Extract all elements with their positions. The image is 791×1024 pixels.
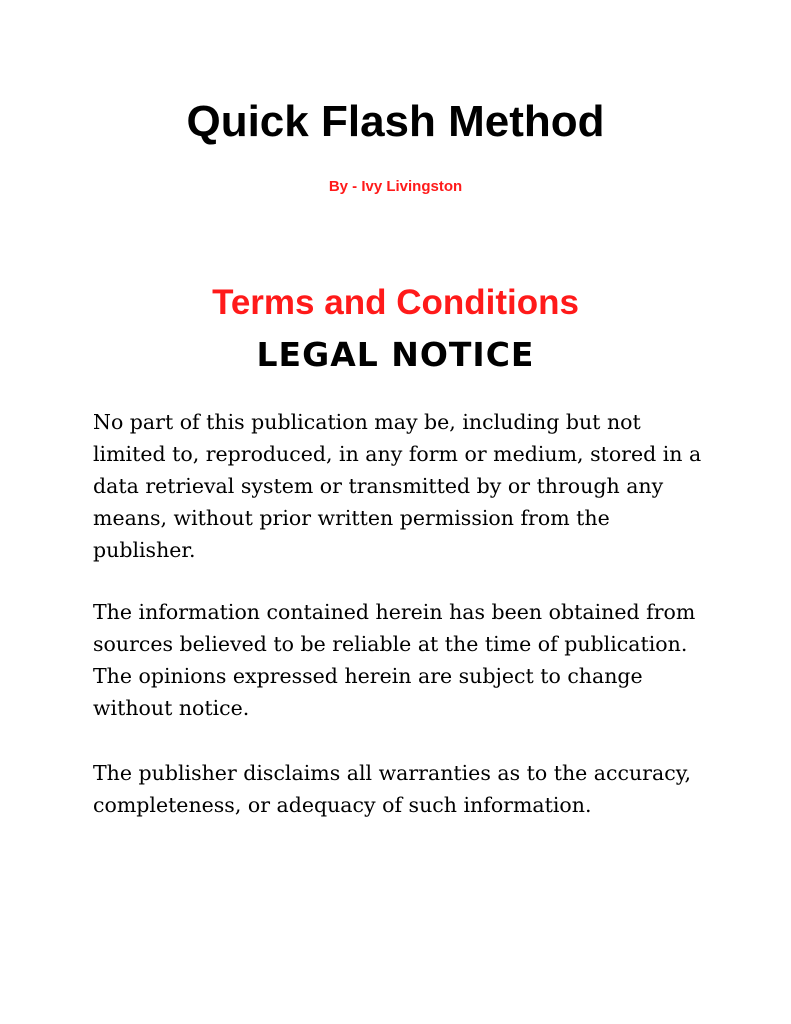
paragraph-line: The opinions expressed herein are subject to change bbox=[93, 664, 643, 688]
paragraph-line: limited to, reproduced, in any form or medium, stored in a bbox=[93, 442, 702, 466]
paragraph-disclaimer bbox=[93, 757, 713, 821]
paragraph-line: No part of this publication may be, including but not bbox=[93, 410, 641, 434]
paragraph-copyright bbox=[93, 406, 713, 566]
paragraph-line: sources believed to be reliable at the time of publication. bbox=[93, 632, 688, 656]
paragraph-line: publisher. bbox=[93, 538, 196, 562]
terms-heading: Terms and Conditions bbox=[212, 283, 579, 322]
paragraph-line: The publisher disclaims all warranties as to the accuracy, bbox=[93, 761, 692, 785]
paragraph-line: completeness, or adequacy of such information. bbox=[93, 793, 592, 817]
legal-notice-heading: LEGAL NOTICE bbox=[256, 335, 535, 374]
paragraph-line: data retrieval system or transmitted by or through any bbox=[93, 474, 664, 498]
paragraph-line: The information contained herein has been obtained from bbox=[93, 600, 696, 624]
paragraph-line: means, without prior written permission from the bbox=[93, 506, 610, 530]
paragraph-information bbox=[93, 596, 713, 724]
author-byline: By - Ivy Livingston bbox=[328, 178, 463, 195]
document-title: Quick Flash Method bbox=[186, 97, 605, 146]
paragraph-line: without notice. bbox=[93, 696, 250, 720]
